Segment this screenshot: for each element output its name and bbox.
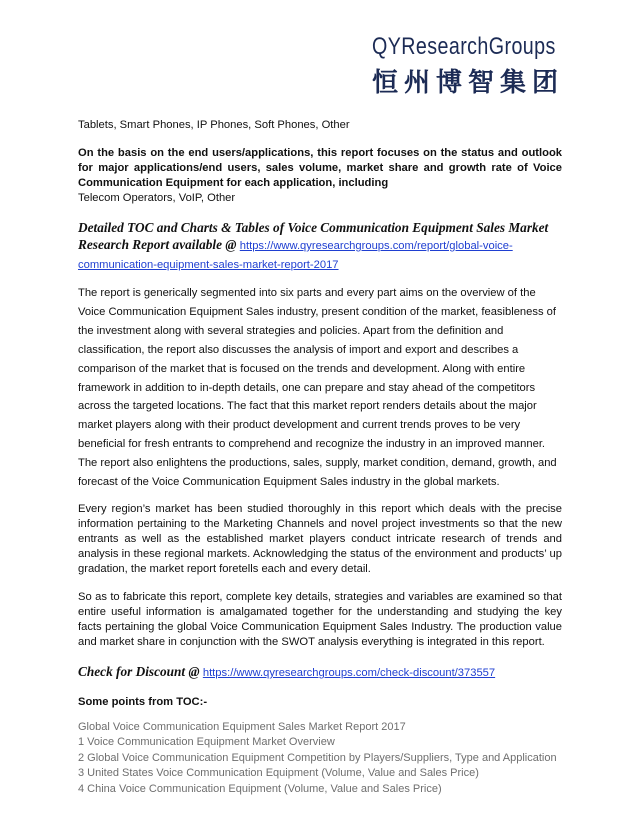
logo-chinese-text: 恒州博智集团 <box>372 68 565 98</box>
toc-item: 3 United States Voice Communication Equipment (Volume, Value and Sales Price) <box>78 767 479 780</box>
toc-link-label: Detailed TOC and Charts & Tables of Voice Communication Equipment Sales Market Research Report available @ <box>78 220 549 252</box>
toc-item: 1 Voice Communication Equipment Market Overview <box>78 736 335 749</box>
applications-list: Tablets, Smart Phones, IP Phones, Soft Phones, Other <box>78 119 350 131</box>
toc-item: 4 China Voice Communication Equipment (Volume, Value and Sales Price) <box>78 782 442 795</box>
paragraph-overview: The report is generically segmented into six parts and every part aims on the overview of the Voice Communication Equipment Sales industry, present condition of the market, feasibleness of the investment along with several strategies and policies. Apart from the definition and classification, the report also discusses the analysis of import and export and describes a comparison of the market that is focused on the trends and development. Along with entire framework in addition to in-depth details, one can prepare and stay ahead of the competitors across the targeted locations. The fact that this market report renders details about the major market players along with their product development and current trends proves to be very beneficial for fresh entrants to comprehend and recognize the industry in an improved manner. The report also enlightens the productions, sales, supply, market condition, demand, growth, and forecast of the Voice Communication Equipment Sales industry in the global markets. <box>78 287 557 489</box>
paragraph-fabricate: So as to fabricate this report, complete key details, strategies and variables are examined so that entire useful information is amalgamated together for the understanding and studying the key facts pertaining the global Voice Communication Equipment Sales Industry. The production value and market share in conjunction with the SWOT analysis everything is integrated in this report. <box>78 590 562 648</box>
toc-link-heading <box>78 219 562 274</box>
paragraph-regions: Every region’s market has been studied thoroughly in this report which deals with the precise information pertaining to the Marketing Channels and novel project investments so that the new entrants as well as the established market players conduct intricate research of trends and analysis in these regional markets. Acknowledging the status of the environment and products’ up gradation, the market report foretells each and every detail. <box>78 502 562 575</box>
toc-item: Global Voice Communication Equipment Sales Market Report 2017 <box>78 720 406 733</box>
discount-label: Check for Discount @ <box>78 663 200 679</box>
document-body <box>78 118 562 797</box>
toc-heading: Some points from TOC:- <box>78 695 208 708</box>
end-users-list: Telecom Operators, VoIP, Other <box>78 192 236 204</box>
company-logo <box>372 32 568 108</box>
end-users-intro: On the basis on the end users/applications, this report focuses on the status and outlook for major applications/end users, sales volume, market share and growth rate of Voice Communication Equipment for each application, including <box>78 147 562 189</box>
discount-link[interactable]: https://www.qyresearchgroups.com/check-discount/373557 <box>202 666 496 679</box>
toc-item: 2 Global Voice Communication Equipment Competition by Players/Suppliers, Type and Application <box>78 751 557 764</box>
discount-heading <box>78 663 562 682</box>
logo-brand-text: QYResearchGroups <box>372 33 556 60</box>
report-link[interactable]: https://www.qyresearchgroups.com/report/global-voice-communication-equipment-sales-market-report-2017 <box>78 240 513 271</box>
toc-list <box>78 720 562 798</box>
